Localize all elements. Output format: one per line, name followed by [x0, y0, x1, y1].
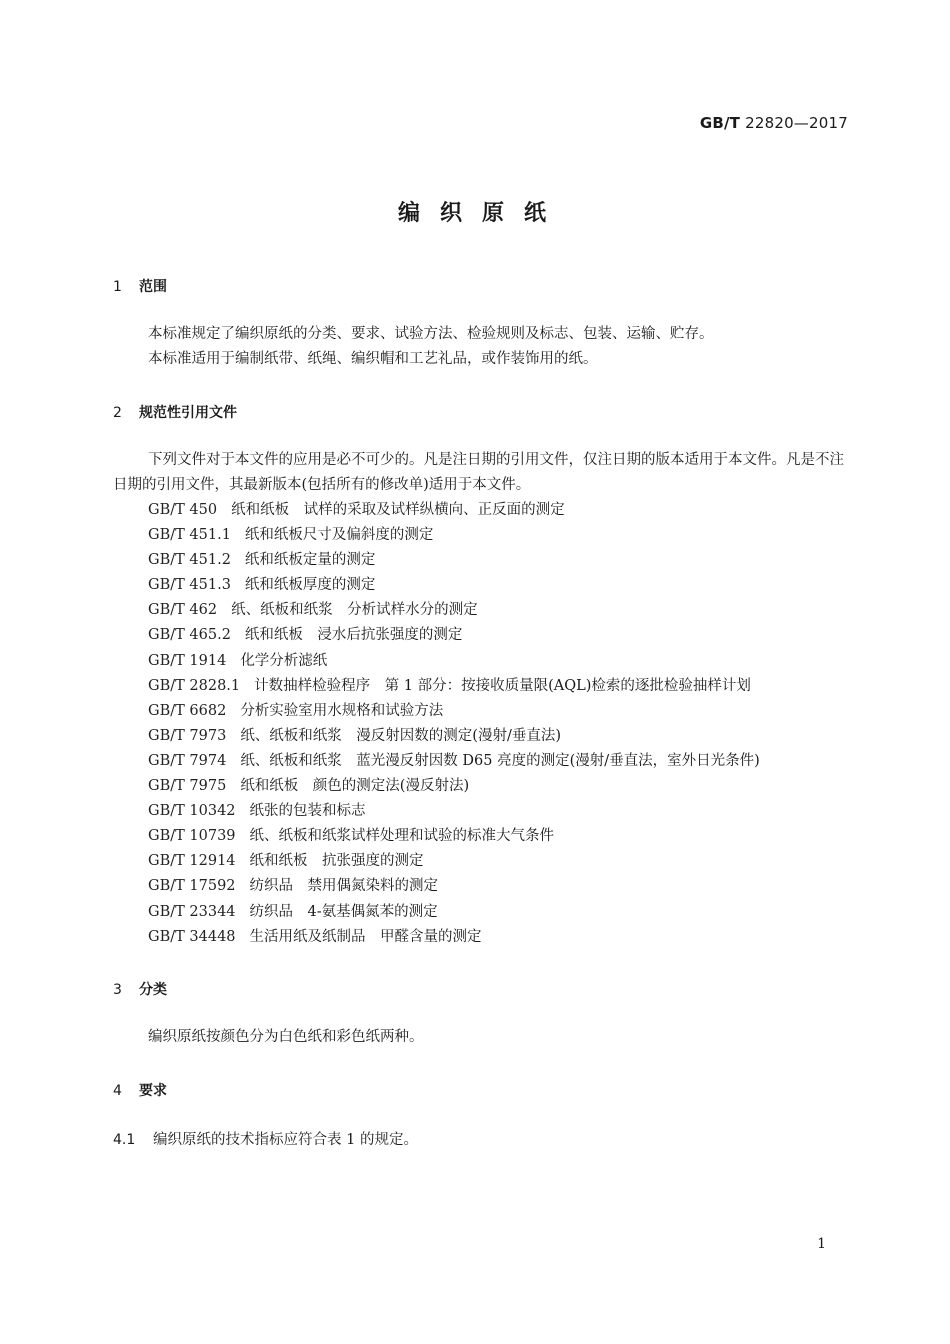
reference-item	[148, 925, 760, 950]
section-1-heading	[113, 276, 167, 296]
reference-title: 纸和纸板厚度的测定	[244, 577, 376, 594]
reference-item	[148, 749, 760, 774]
section-number: 4	[113, 1083, 122, 1099]
section-title: 规范性引用文件	[139, 405, 237, 421]
section-2-heading	[113, 402, 237, 422]
reference-code: GB/T 451.3	[148, 577, 231, 594]
reference-code: GB/T 7973	[148, 727, 227, 744]
reference-code: GB/T 2828.1	[148, 677, 241, 694]
reference-title: 纸、纸板和纸浆 分析试样水分的测定	[231, 602, 478, 619]
reference-title: 纸和纸板 浸水后抗张强度的测定	[244, 627, 463, 644]
paragraph: 本标准规定了编织原纸的分类、要求、试验方法、检验规则及标志、包装、运输、贮存。	[148, 326, 714, 342]
reference-item	[148, 598, 760, 623]
reference-code: GB/T 7975	[148, 778, 227, 795]
section-number: 2	[113, 405, 122, 421]
reference-title: 纸、纸板和纸浆试样处理和试验的标准大气条件	[249, 828, 555, 845]
reference-code: GB/T 462	[148, 602, 218, 619]
reference-item	[148, 674, 760, 699]
clause-number: 4.1	[113, 1132, 136, 1148]
reference-title: 纸和纸板 颜色的测定法(漫反射法)	[240, 778, 470, 795]
reference-item	[148, 849, 760, 874]
reference-item	[148, 649, 760, 674]
reference-code: GB/T 10739	[148, 828, 236, 845]
standard-number: 22820—2017	[745, 114, 848, 132]
section-title: 范围	[139, 279, 167, 295]
section-3-heading	[113, 979, 167, 999]
reference-list	[148, 498, 760, 950]
reference-code: GB/T 12914	[148, 853, 236, 870]
reference-code: GB/T 10342	[148, 803, 236, 820]
reference-title: 纺织品 4-氨基偶氮苯的测定	[249, 903, 438, 920]
reference-item	[148, 699, 760, 724]
reference-title: 纸和纸板 试样的采取及试样纵横向、正反面的测定	[231, 502, 565, 518]
reference-code: GB/T 451.2	[148, 552, 231, 569]
reference-code: GB/T 34448	[148, 928, 236, 945]
paragraph: 本标准适用于编制纸带、纸绳、编织帽和工艺礼品，或作装饰用的纸。	[148, 351, 598, 367]
reference-title: 纸和纸板 抗张强度的测定	[249, 853, 424, 870]
reference-item	[148, 724, 760, 749]
reference-item	[148, 799, 760, 824]
reference-title: 分析实验室用水规格和试验方法	[240, 702, 444, 719]
reference-code: GB/T 451.1	[148, 527, 231, 544]
reference-item	[148, 824, 760, 849]
reference-title: 纺织品 禁用偶氮染料的测定	[249, 878, 439, 895]
reference-code: GB/T 6682	[148, 702, 227, 719]
section-1-body	[113, 322, 850, 372]
reference-item	[148, 573, 760, 598]
clause-text: 编织原纸的技术指标应符合表 1 的规定。	[153, 1132, 418, 1148]
reference-title: 生活用纸及纸制品 甲醛含量的测定	[249, 928, 482, 945]
reference-item	[148, 623, 760, 648]
section-title: 分类	[139, 982, 167, 998]
section-4-heading	[113, 1080, 167, 1100]
section-number: 3	[113, 982, 122, 998]
reference-title: 化学分析滤纸	[240, 652, 328, 669]
standard-prefix: GB/T	[699, 114, 741, 132]
reference-item	[148, 900, 760, 925]
reference-code: GB/T 1914	[148, 652, 227, 669]
reference-title: 计数抽样检验程序 第 1 部分：按接收质量限(AQL)检索的逐批检验抽样计划	[254, 677, 751, 694]
reference-code: GB/T 17592	[148, 878, 236, 895]
standard-code	[700, 114, 848, 132]
reference-item	[148, 874, 760, 899]
reference-code: GB/T 7974	[148, 752, 227, 769]
reference-code: GB/T 465.2	[148, 627, 231, 644]
reference-code: GB/T 450	[148, 502, 218, 518]
reference-item	[148, 523, 760, 548]
paragraph: 编织原纸按颜色分为白色纸和彩色纸两种。	[148, 1029, 424, 1045]
clause-4-1	[113, 1128, 418, 1149]
reference-item	[148, 498, 760, 523]
reference-title: 纸张的包装和标志	[249, 803, 366, 820]
section-3-body	[113, 1025, 850, 1050]
page-number: 1	[817, 1236, 826, 1252]
reference-title: 纸、纸板和纸浆 蓝光漫反射因数 D65 亮度的测定(漫射/垂直法，室外日光条件)	[240, 752, 760, 769]
reference-item	[148, 548, 760, 573]
reference-title: 纸、纸板和纸浆 漫反射因数的测定(漫射/垂直法)	[240, 727, 562, 744]
section-title: 要求	[139, 1083, 167, 1099]
reference-code: GB/T 23344	[148, 903, 236, 920]
section-number: 1	[113, 279, 122, 295]
section-2-intro: 下列文件对于本文件的应用是必不可少的。凡是注日期的引用文件，仅注日期的版本适用于本文件。凡是不注日期的引用文件，其最新版本(包括所有的修改单)适用于本文件。	[113, 452, 844, 493]
reference-title: 纸和纸板尺寸及偏斜度的测定	[244, 527, 434, 544]
document-title: 编织原纸	[397, 201, 566, 226]
reference-item	[148, 774, 760, 799]
reference-title: 纸和纸板定量的测定	[244, 552, 376, 569]
